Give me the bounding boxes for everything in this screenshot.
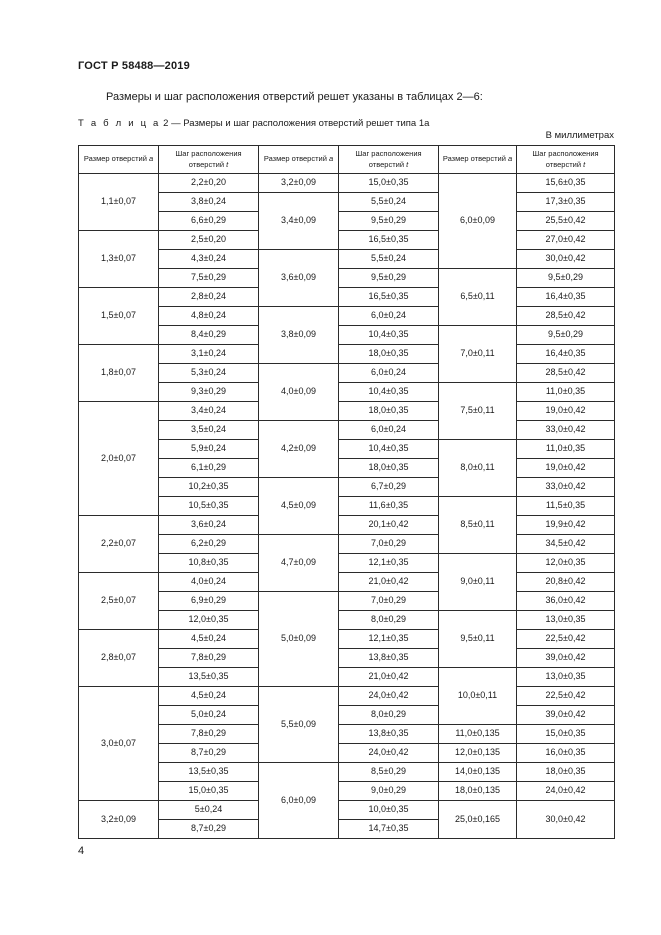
step-cell: 18,0±0,35 <box>339 459 439 478</box>
size-cell: 3,4±0,09 <box>259 193 339 250</box>
size-cell: 6,0±0,09 <box>439 174 517 269</box>
col-header-step-1-text: Шаг расположения отверстий <box>175 149 242 169</box>
step-cell: 8,5±0,29 <box>339 763 439 782</box>
step-cell: 9,5±0,29 <box>339 269 439 288</box>
table-row <box>79 250 615 269</box>
step-cell: 39,0±0,42 <box>517 649 615 668</box>
step-cell: 7,5±0,29 <box>159 269 259 288</box>
step-cell: 21,0±0,42 <box>339 668 439 687</box>
size-cell: 2,2±0,07 <box>79 516 159 573</box>
table-row <box>79 326 615 345</box>
step-cell: 4,8±0,24 <box>159 307 259 326</box>
step-cell: 30,0±0,42 <box>517 250 615 269</box>
step-cell: 15,0±0,35 <box>159 782 259 801</box>
step-cell: 3,4±0,24 <box>159 402 259 421</box>
step-cell: 6,9±0,29 <box>159 592 259 611</box>
step-cell: 27,0±0,42 <box>517 231 615 250</box>
step-cell: 7,8±0,29 <box>159 649 259 668</box>
step-cell: 4,5±0,24 <box>159 687 259 706</box>
table-row <box>79 440 615 459</box>
step-cell: 3,8±0,24 <box>159 193 259 212</box>
step-cell: 10,4±0,35 <box>339 440 439 459</box>
table-row <box>79 212 615 231</box>
step-cell: 28,5±0,42 <box>517 307 615 326</box>
step-cell: 17,3±0,35 <box>517 193 615 212</box>
col-header-size-1 <box>79 146 159 174</box>
table-row <box>79 269 615 288</box>
size-cell: 1,3±0,07 <box>79 231 159 288</box>
step-cell: 3,6±0,24 <box>159 516 259 535</box>
step-cell: 5,5±0,24 <box>339 250 439 269</box>
table-row <box>79 231 615 250</box>
table-row <box>79 630 615 649</box>
step-cell: 13,5±0,35 <box>159 763 259 782</box>
step-cell: 3,5±0,24 <box>159 421 259 440</box>
intro-text: Размеры и шаг расположения отверстий решет указаны в таблицах 2—6: <box>106 91 483 103</box>
size-cell: 6,5±0,11 <box>439 269 517 326</box>
step-cell: 9,5±0,29 <box>517 269 615 288</box>
size-cell: 4,7±0,09 <box>259 535 339 592</box>
step-cell: 14,7±0,35 <box>339 820 439 839</box>
table-row <box>79 193 615 212</box>
size-cell: 14,0±0,135 <box>439 763 517 782</box>
size-cell: 1,8±0,07 <box>79 345 159 402</box>
page-number: 4 <box>78 845 85 857</box>
step-cell: 24,0±0,42 <box>517 782 615 801</box>
step-cell: 13,8±0,35 <box>339 649 439 668</box>
step-cell: 33,0±0,42 <box>517 478 615 497</box>
step-cell: 10,5±0,35 <box>159 497 259 516</box>
size-cell: 10,0±0,11 <box>439 668 517 725</box>
col-header-step-2-var: t <box>406 159 409 169</box>
step-cell: 9,5±0,29 <box>339 212 439 231</box>
size-cell: 4,5±0,09 <box>259 478 339 535</box>
size-cell: 4,2±0,09 <box>259 421 339 478</box>
step-cell: 36,0±0,42 <box>517 592 615 611</box>
step-cell: 6,0±0,24 <box>339 421 439 440</box>
col-header-size-2-var: a <box>329 154 334 164</box>
table-caption-label: Т а б л и ц а <box>78 118 161 129</box>
sieve-holes-table <box>78 145 615 839</box>
table-row <box>79 744 615 763</box>
table-row <box>79 592 615 611</box>
step-cell: 12,1±0,35 <box>339 630 439 649</box>
col-header-size-3-var: a <box>508 154 513 164</box>
table-row <box>79 288 615 307</box>
size-cell: 25,0±0,165 <box>439 801 517 839</box>
col-header-step-1 <box>159 146 259 174</box>
step-cell: 11,5±0,35 <box>517 497 615 516</box>
step-cell: 10,0±0,35 <box>339 801 439 820</box>
step-cell: 33,0±0,42 <box>517 421 615 440</box>
size-cell: 3,2±0,09 <box>259 174 339 193</box>
step-cell: 13,0±0,35 <box>517 611 615 630</box>
col-header-step-3 <box>517 146 615 174</box>
step-cell: 15,0±0,35 <box>517 725 615 744</box>
step-cell: 20,1±0,42 <box>339 516 439 535</box>
table-row <box>79 554 615 573</box>
step-cell: 16,4±0,35 <box>517 288 615 307</box>
step-cell: 30,0±0,42 <box>517 801 615 839</box>
table-row <box>79 668 615 687</box>
col-header-size-1-text: Размер отверстий <box>83 154 147 164</box>
size-cell: 5,0±0,09 <box>259 592 339 687</box>
table-row <box>79 706 615 725</box>
size-cell: 9,0±0,11 <box>439 554 517 611</box>
table-caption-title: 2 — Размеры и шаг расположения отверстий решет типа 1а <box>160 118 430 129</box>
step-cell: 9,0±0,29 <box>339 782 439 801</box>
step-cell: 20,8±0,42 <box>517 573 615 592</box>
step-cell: 4,3±0,24 <box>159 250 259 269</box>
size-cell: 3,6±0,09 <box>259 250 339 307</box>
step-cell: 16,5±0,35 <box>339 231 439 250</box>
step-cell: 8,0±0,29 <box>339 611 439 630</box>
step-cell: 19,0±0,42 <box>517 402 615 421</box>
size-cell: 3,2±0,09 <box>79 801 159 839</box>
table-row <box>79 402 615 421</box>
table-row <box>79 801 615 820</box>
step-cell: 21,0±0,42 <box>339 573 439 592</box>
step-cell: 25,5±0,42 <box>517 212 615 231</box>
table-header-row <box>79 146 615 174</box>
table-row <box>79 478 615 497</box>
step-cell: 19,9±0,42 <box>517 516 615 535</box>
table-row <box>79 459 615 478</box>
step-cell: 22,5±0,42 <box>517 630 615 649</box>
step-cell: 10,8±0,35 <box>159 554 259 573</box>
size-cell: 7,0±0,11 <box>439 326 517 383</box>
step-cell: 8,0±0,29 <box>339 706 439 725</box>
step-cell: 10,2±0,35 <box>159 478 259 497</box>
table-row <box>79 497 615 516</box>
step-cell: 10,4±0,35 <box>339 383 439 402</box>
step-cell: 6,0±0,24 <box>339 364 439 383</box>
size-cell: 18,0±0,135 <box>439 782 517 801</box>
step-cell: 39,0±0,42 <box>517 706 615 725</box>
size-cell: 8,5±0,11 <box>439 497 517 554</box>
step-cell: 24,0±0,42 <box>339 744 439 763</box>
step-cell: 18,0±0,35 <box>517 763 615 782</box>
table-row <box>79 345 615 364</box>
table-caption <box>78 118 429 129</box>
col-header-step-3-var: t <box>583 159 586 169</box>
step-cell: 8,7±0,29 <box>159 820 259 839</box>
size-cell: 4,0±0,09 <box>259 364 339 421</box>
table-row <box>79 687 615 706</box>
step-cell: 2,5±0,20 <box>159 231 259 250</box>
size-cell: 2,0±0,07 <box>79 402 159 516</box>
step-cell: 7,0±0,29 <box>339 592 439 611</box>
step-cell: 7,8±0,29 <box>159 725 259 744</box>
step-cell: 28,5±0,42 <box>517 364 615 383</box>
table-row <box>79 535 615 554</box>
step-cell: 11,0±0,35 <box>517 383 615 402</box>
size-cell: 11,0±0,135 <box>439 725 517 744</box>
table-row <box>79 649 615 668</box>
table-row <box>79 174 615 193</box>
size-cell: 5,5±0,09 <box>259 687 339 763</box>
step-cell: 16,5±0,35 <box>339 288 439 307</box>
step-cell: 16,0±0,35 <box>517 744 615 763</box>
step-cell: 6,7±0,29 <box>339 478 439 497</box>
step-cell: 7,0±0,29 <box>339 535 439 554</box>
step-cell: 9,3±0,29 <box>159 383 259 402</box>
table-row <box>79 573 615 592</box>
size-cell: 1,5±0,07 <box>79 288 159 345</box>
size-cell: 9,5±0,11 <box>439 611 517 668</box>
size-cell: 2,8±0,07 <box>79 630 159 687</box>
step-cell: 8,4±0,29 <box>159 326 259 345</box>
size-cell: 2,5±0,07 <box>79 573 159 630</box>
table-row <box>79 763 615 782</box>
step-cell: 6,6±0,29 <box>159 212 259 231</box>
table-row <box>79 516 615 535</box>
step-cell: 6,1±0,29 <box>159 459 259 478</box>
size-cell: 6,0±0,09 <box>259 763 339 839</box>
step-cell: 15,6±0,35 <box>517 174 615 193</box>
size-cell: 1,1±0,07 <box>79 174 159 231</box>
step-cell: 8,7±0,29 <box>159 744 259 763</box>
col-header-step-2 <box>339 146 439 174</box>
col-header-step-1-var: t <box>226 159 229 169</box>
step-cell: 19,0±0,42 <box>517 459 615 478</box>
step-cell: 10,4±0,35 <box>339 326 439 345</box>
step-cell: 22,5±0,42 <box>517 687 615 706</box>
step-cell: 13,5±0,35 <box>159 668 259 687</box>
step-cell: 12,0±0,35 <box>159 611 259 630</box>
step-cell: 4,5±0,24 <box>159 630 259 649</box>
step-cell: 15,0±0,35 <box>339 174 439 193</box>
step-cell: 2,2±0,20 <box>159 174 259 193</box>
size-cell: 12,0±0,135 <box>439 744 517 763</box>
size-cell: 7,5±0,11 <box>439 383 517 440</box>
step-cell: 11,6±0,35 <box>339 497 439 516</box>
step-cell: 12,0±0,35 <box>517 554 615 573</box>
col-header-size-1-var: a <box>149 154 154 164</box>
step-cell: 18,0±0,35 <box>339 402 439 421</box>
col-header-step-3-text: Шаг расположения отверстий <box>532 149 599 169</box>
step-cell: 6,0±0,24 <box>339 307 439 326</box>
step-cell: 13,0±0,35 <box>517 668 615 687</box>
size-cell: 3,8±0,09 <box>259 307 339 364</box>
step-cell: 5,0±0,24 <box>159 706 259 725</box>
step-cell: 11,0±0,35 <box>517 440 615 459</box>
col-header-size-3 <box>439 146 517 174</box>
step-cell: 6,2±0,29 <box>159 535 259 554</box>
table-row <box>79 307 615 326</box>
step-cell: 13,8±0,35 <box>339 725 439 744</box>
table-row <box>79 725 615 744</box>
document-code: ГОСТ Р 58488—2019 <box>78 60 190 72</box>
step-cell: 5,3±0,24 <box>159 364 259 383</box>
step-cell: 3,1±0,24 <box>159 345 259 364</box>
step-cell: 24,0±0,42 <box>339 687 439 706</box>
step-cell: 18,0±0,35 <box>339 345 439 364</box>
step-cell: 5,5±0,24 <box>339 193 439 212</box>
step-cell: 4,0±0,24 <box>159 573 259 592</box>
size-cell: 3,0±0,07 <box>79 687 159 801</box>
col-header-size-3-text: Размер отверстий <box>442 154 506 164</box>
col-header-step-2-text: Шаг расположения отверстий <box>355 149 422 169</box>
table-row <box>79 611 615 630</box>
col-header-size-2 <box>259 146 339 174</box>
step-cell: 12,1±0,35 <box>339 554 439 573</box>
size-cell: 8,0±0,11 <box>439 440 517 497</box>
table-row <box>79 421 615 440</box>
step-cell: 5,9±0,24 <box>159 440 259 459</box>
step-cell: 16,4±0,35 <box>517 345 615 364</box>
table-row <box>79 364 615 383</box>
step-cell: 34,5±0,42 <box>517 535 615 554</box>
table-row <box>79 383 615 402</box>
col-header-size-2-text: Размер отверстий <box>263 154 327 164</box>
units-note: В миллиметрах <box>545 130 614 141</box>
step-cell: 5±0,24 <box>159 801 259 820</box>
step-cell: 9,5±0,29 <box>517 326 615 345</box>
step-cell: 2,8±0,24 <box>159 288 259 307</box>
table-row <box>79 782 615 801</box>
